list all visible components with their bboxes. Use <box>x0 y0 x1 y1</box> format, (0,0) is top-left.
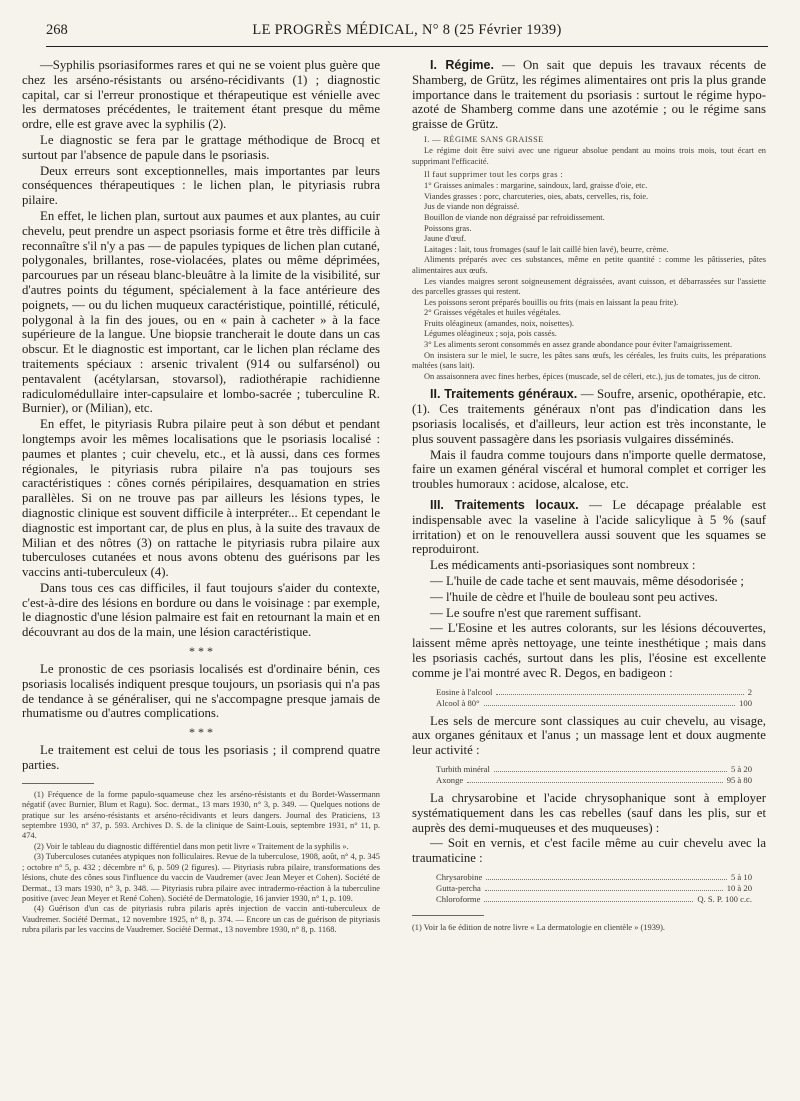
regime-line: Poissons gras. <box>424 223 472 233</box>
paragraph-syphilis: —Syphilis psoriasiformes rares et qui ne se voient plus guère que chez les arséno-résistants ou arséno-récidivants (1) ; diagnostic capital, car si l'erreur pronostique et thérapeutique est vénielle avec les dermatoses précédentes, le traitement étant presque du même ordre, elle est grave avec la syphilis (2). <box>22 58 380 132</box>
left-column <box>22 58 380 936</box>
paragraph-contexte: Dans tous ces cas difficiles, il faut toujours s'aider du contexte, c'est-à-dire des lésions en bordure ou dans le voisinage : par exemple, le diagnostic d'une lésion palmaire est fait en retournant la main et en découvrant au dos de la main, une lésion caractéristique. <box>22 580 380 640</box>
paragraph-traitement: Le traitement est celui de tous les psoriasis ; il comprend quatre parties. <box>22 743 380 773</box>
regime-line: Les viandes maigres seront soigneusement dégraissées, avant cuisson, et débarrassées sur l'assiette des parcelles grasses qui restent. <box>412 276 766 297</box>
regime-line: Jus de viande non dégraissé. <box>424 202 520 212</box>
prescription-line: Axonge 95 à 80 <box>436 774 752 785</box>
prescription-line: Chrysarobine 5 à 10 <box>436 871 752 882</box>
prescription-line: Gutta-percha 10 à 20 <box>436 882 752 893</box>
regime-line: 3° Les aliments seront consommés en assez grande abondance pour éviter l'amaigrissement. <box>424 340 733 350</box>
section-stars: * * * <box>189 725 213 740</box>
section-stars: * * * <box>189 644 213 659</box>
prescription-line: Turbith minéral 5 à 20 <box>436 763 752 774</box>
paragraph-locaux: III. Traitements locaux. — Le décapage préalable est indispensable avec la vaseline à l'acide salicylique à 5 % (sauf irritation) et on le renouvellera aussi souvent que les squames se reproduiront. <box>412 498 767 557</box>
regime-line: Les poissons seront préparés bouillis ou frits (mais en laissant la peau frite). <box>424 297 679 307</box>
sub-heading-regime-sans-graisse: I. — RÉGIME SANS GRAISSE <box>424 134 544 144</box>
page-header <box>46 22 768 42</box>
prescription-line: Chloroforme Q. S. P. 100 c.c. <box>436 893 752 904</box>
right-column <box>412 58 766 933</box>
page-number: 268 <box>46 22 68 38</box>
regime-line: 1° Graisses animales : margarine, saindoux, lard, graisse d'oie, etc. <box>424 181 648 191</box>
footnote: (1) Voir la 6e édition de notre livre « La dermatologie en clientèle » (1939). <box>412 922 665 932</box>
paragraph-eosine: — L'Eosine et les autres colorants, sur les lésions découvertes, laissent même après nettoyage, une teinte inesthétique ; mais dans les psoriasis cachés, surtout dans les plis, l'éosine est excellente comme je l'ai montré avec R. Degos, en badigeon : <box>412 621 766 680</box>
regime-intro: Le régime doit être suivi avec une rigueur absolue pendant au moins trois mois, tout écart en supprimant l'efficacité. <box>412 145 766 166</box>
footnote: (4) Guérison d'un cas de pityriasis rubra pilaris après injection de vaccin anti-tuberculeux de Vaudremer. Société Dermat., 12 novembre 1925, n° 8, p. 374. — Encore un cas de guérison de pityriasis rubra pilaris par les vaccins de Vaudremer. Société Dermat., 13 novembre 1930, n° 8, p. 1168. <box>22 904 380 935</box>
footnote: (3) Tuberculoses cutanées atypiques non folliculaires. Revue de la tuberculose, 1908, août, n° 4, p. 345 ; octobre n° 5, p. 432 ; décembre n° 6, p. 509 (2 figures). — Pityriasis rubra pilaire, transformations des lésions, chute des cônes sous l'influence du vaccin de Vaudremer (avec Jean Meyer et Cohen). Société de Dermat., 13 mars 1930, n° 3, p. 348. — Pityriasis rubra pilaire avec intradermo-réaction à la tuberculine positive (avec Jean Meyer et René Cohen). Société de Dermatologie, 16 janvier 1930, n° 1, p. 109. <box>22 852 380 903</box>
paragraph-soufre: — Le soufre n'est que rarement suffisant. <box>430 605 642 620</box>
regime-line: Bouillon de viande non dégraissé par refroidissement. <box>424 212 605 222</box>
header-rule <box>46 46 768 47</box>
paragraph-deux-erreurs: Deux erreurs sont exceptionnelles, mais importantes par leurs conséquences thérapeutiques : le lichen plan, le pityriasis rubra pilaire. <box>22 163 380 208</box>
paragraph-diagnostic: Le diagnostic se fera par le grattage méthodique de Brocq et surtout par l'absence de papule dans le psoriasis. <box>22 132 380 162</box>
regime-line: Jaune d'œuf. <box>424 234 466 244</box>
section-heading-locaux: III. Traitements locaux. <box>430 498 579 513</box>
footnote: (2) Voir le tableau du diagnostic différentiel dans mon petit livre « Traitement de la syphilis ». <box>34 841 349 851</box>
suppress-heading: Il faut supprimer tout les corps gras : <box>424 170 564 180</box>
paragraph-cedre: — l'huile de cèdre et l'huile de bouleau sont peu actives. <box>430 589 718 604</box>
regime-line: 2° Graisses végétales et huiles végétales. <box>424 308 561 318</box>
regime-line: On assaisonnera avec fines herbes, épices (muscade, sel de céleri, etc.), jus de tomates, jus de citron. <box>424 371 761 381</box>
paragraph-medicaments: Les médicaments anti-psoriasiques sont nombreux : <box>430 558 696 573</box>
regime-line: On insistera sur le miel, le sucre, les pâtes sans œufs, les céréales, les fruits cuits, les préparations maltées (sans lait). <box>412 350 766 371</box>
paragraph-cade: — L'huile de cade tache et sent mauvais, même désodorisée ; <box>430 574 744 589</box>
regime-line: Fruits oléagineux (amandes, noix, noisettes). <box>424 318 575 328</box>
section-heading-regime: I. Régime. <box>430 58 494 72</box>
paragraph-chrysarobine: La chrysarobine et l'acide chrysophanique sont à employer systématiquement dans les cas rebelles (sauf dans les plis, sur et auprès des demi-muqueuses et des muqueuses) : <box>412 790 766 835</box>
paragraph-generaux-2: Mais il faudra comme toujours dans n'importe quelle dermatose, faire un examen général viscéral et humoral complet et corriger les troubles humoraux : acidose, alcalose, etc. <box>412 447 766 492</box>
journal-title: LE PROGRÈS MÉDICAL, N° 8 (25 Février 1939) <box>252 22 562 38</box>
paragraph-pronostic: Le pronostic de ces psoriasis localisés est d'ordinaire bénin, ces psoriasis localisés indiquent presque toujours, un psoriasis qui n'a pas de tendance à se généraliser, qui ne s'accompagne presque jamais de rhumatisme ou d'autres complications. <box>22 662 380 721</box>
footnote: (1) Fréquence de la forme papulo-squameuse chez les arséno-résistants et du Bordet-Wassermann négatif (avec Burnier, Blum et Ragu). Soc. dermat., 13 mars 1930, n° 3, p. 349. — Quelques notions de pratique sur les arséno-résistants et arséno-récidivants et leurs dangers. Journal des Praticiens, 13 septembre 1930, n° 37, p. 593. Archives D. S. de la clinique de Saint-Louis, septembre 1931, n° 11, p. 474. <box>22 789 380 841</box>
regime-line: Viandes grasses : porc, charcuteries, oies, abats, cervelles, ris, foie. <box>424 191 649 201</box>
section-heading-generaux: II. Traitements généraux. <box>430 387 578 402</box>
paragraph-vernis: — Soit en vernis, et c'est facile même au cuir chevelu avec la traumaticine : <box>412 836 766 866</box>
footnote-rule <box>22 783 94 784</box>
paragraph-regime: I. Régime. — On sait que depuis les travaux récents de Shamberg, de Grütz, les régimes alimentaires ont pris la plus grande importance dans le traitement du psoriasis : surtout le régime hypo-azoté de Shamberg comme dans une azotémie ; ou le régime sans graisse de Grütz. <box>412 58 767 132</box>
footnote-rule <box>412 915 484 916</box>
prescription-line: Alcool à 80° 100 <box>436 697 752 708</box>
paragraph-pityriasis: En effet, le pityriasis Rubra pilaire peut à son début et pendant longtemps avoir les mêmes localisations que le psoriasis localisé : paumes et plantes ; cuir chevelu, etc., et là aussi, dans ces formes régionales, le pityriasis rubra pilaire n'a pas toujours ses caractéristiques : cônes cornés péripilaires, desquamation en stries parallèles. Si on ne trouve pas par ailleurs les lésions types, le diagnostic clinique est souvent difficile à interpréter... Et cependant le diagnostic est important car, de plus en plus, à la suite des travaux de Milian et des nôtres (3) on rattache le pityriasis rubra pilaire aux tuberculoses cutanées et nous avons obtenu des guérisons par les vaccins anti-tuberculeux (4). <box>22 417 380 580</box>
paragraph-lichen-plan: En effet, le lichen plan, surtout aux paumes et aux plantes, au cuir chevelu, peut prendre un aspect psoriasis forme et être très difficile à reconnaître s'il n'y a pas — de papules typiques de lichen plan cutané, polygonales, brillantes, rose-violacées, plates ou même déprimées, parcourues par un réseau blanc-bleuâtre à la limite de la visibilité, sur d'autres points du tégument, spécialement à la face antérieure des poignets, — ou du lichen muqueux caractéristique, pointillé, réticulé, polygonal à la fin des joues, ou en « pain à cacheter » à la face supérieure de la langue. Une biopsie trancherait le doute dans un cas obscur. Et le diagnostic est important, car le lichen plan réclame des traitements spéciaux : arsenic trivalent (914 ou sulfarsénol) ou pentavalent (acétylarsan, stovarsol), radiothérapie rachidienne radiculomédullaire inter-capsulaire et lombo-sacrée ; tuberculine R. Burnier), or (Milian), etc. <box>22 208 380 416</box>
paragraph-generaux: II. Traitements généraux. — Soufre, arsenic, opothérapie, etc. (1). Ces traitements généraux n'ont pas d'indication dans les psoriasis localisés, et d'ailleurs, leur action est très inconstante, le plus souvent passagère dans les psoriasis vulgaires disséminés. <box>412 387 767 446</box>
paragraph-mercure: Les sels de mercure sont classiques au cuir chevelu, au visage, aux organes génitaux et l'anus ; un massage lent et doux augmente leur activité : <box>412 713 766 758</box>
prescription-line: Eosine à l'alcool 2 <box>436 686 752 697</box>
regime-line: Aliments préparés avec ces substances, même en petite quantité : comme les pâtisseries, pâtes alimentaires aux œufs. <box>412 255 766 275</box>
regime-line: Laitages : lait, tous fromages (sauf le lait caillé bien lavé), beurre, crème. <box>424 244 669 254</box>
regime-line: Légumes oléagineux ; soja, pois cassés. <box>424 329 557 339</box>
